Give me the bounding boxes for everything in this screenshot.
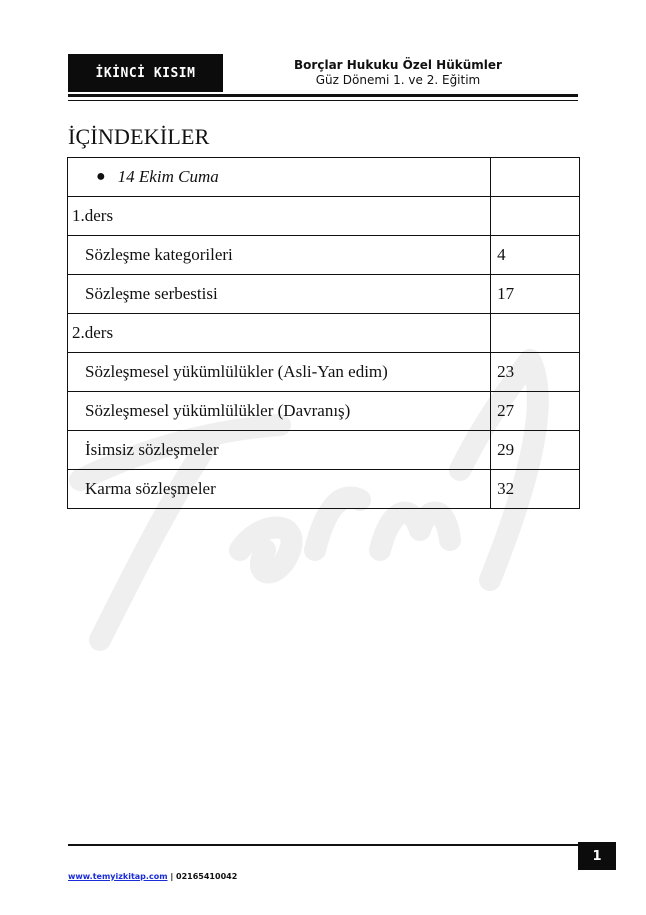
toc-page-number: 4 [491, 236, 580, 275]
toc-entry-row [68, 236, 580, 275]
toc-entry-row [68, 353, 580, 392]
toc-date-page-cell [491, 158, 580, 197]
toc-section-row [68, 197, 580, 236]
header-rule-thick [68, 94, 578, 97]
toc-section-row [68, 314, 580, 353]
phone-number: 02165410042 [176, 872, 238, 881]
bullet-icon: ● [96, 168, 106, 185]
toc-entry-title[interactable]: Sözleşme serbestisi [68, 275, 491, 314]
header-rule-thin [68, 100, 578, 101]
toc-entry-title[interactable]: Sözleşmesel yükümlülükler (Asli-Yan edim) [68, 353, 491, 392]
footer-separator: | [167, 872, 177, 881]
toc-entry-title[interactable]: Sözleşmesel yükümlülükler (Davranış) [68, 392, 491, 431]
section-label-box [68, 54, 223, 92]
toc-section-title: 2.ders [68, 314, 491, 353]
toc-entry-title[interactable]: Karma sözleşmeler [68, 470, 491, 509]
toc-heading: İÇİNDEKİLER [68, 124, 210, 149]
toc-page-number: 32 [491, 470, 580, 509]
toc-page-number [491, 197, 580, 236]
book-subtitle: Güz Dönemi 1. ve 2. Eğitim [315, 73, 481, 87]
website-link[interactable]: www.temyizkitap.com [68, 872, 168, 881]
toc-page-number: 29 [491, 431, 580, 470]
toc-page-number [491, 314, 580, 353]
book-title: Borçlar Hukuku Özel Hükümler [294, 58, 502, 72]
page-number: 1 [592, 848, 602, 864]
toc-page-number: 17 [491, 275, 580, 314]
footer-contact [68, 872, 237, 881]
toc-page-number: 27 [491, 392, 580, 431]
section-label: İKİNCİ KISIM [95, 65, 196, 81]
toc-entry-row [68, 275, 580, 314]
toc-entry-row [68, 392, 580, 431]
footer-rule [68, 844, 578, 846]
toc-date-row [68, 158, 580, 197]
toc-table [67, 157, 580, 509]
toc-entry-row [68, 431, 580, 470]
toc-page-number: 23 [491, 353, 580, 392]
running-header [270, 58, 526, 88]
toc-section-title: 1.ders [68, 197, 491, 236]
toc-entry-title[interactable]: İsimsiz sözleşmeler [68, 431, 491, 470]
toc-date-cell [68, 158, 491, 197]
toc-date: 14 Ekim Cuma [117, 167, 219, 186]
toc-entry-row [68, 470, 580, 509]
page-number-box [578, 842, 616, 870]
toc-entry-title[interactable]: Sözleşme kategorileri [68, 236, 491, 275]
